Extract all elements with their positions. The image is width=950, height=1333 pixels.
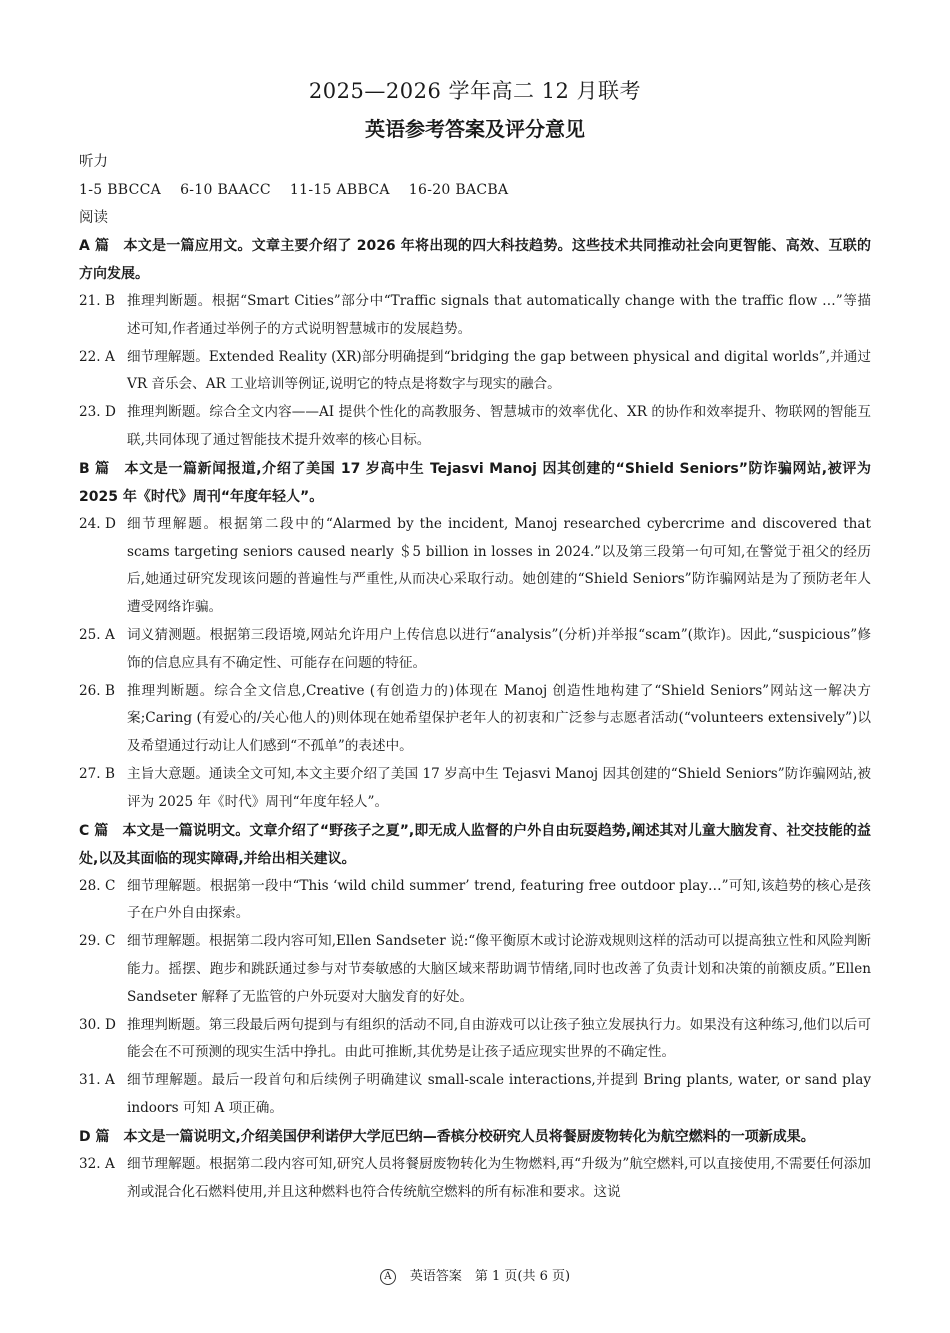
question-number: 23. D <box>79 404 116 421</box>
question-number: 21. B <box>79 293 115 309</box>
question-explanation: 主旨大意题。通读全文可知,本文主要介绍了美国 17 岁高中生 Tejasvi Manoj 因其创建的“Shield Seniors”防诈骗网站,被评为 2025 年《时代》周刊“年度年轻人”。 <box>127 765 871 810</box>
question-explanation: 细节理解题。根据第二段中的“Alarmed by the incident, Manoj researched cybercrime and discovered that scams targeting seniors caused nearly ＄5 billion in losses in 2024.”以及第三段第一句可知,在警觉于祖父的经历后,她通过研究发现该问题的普遍性与严重性,从而决心采取行动。她创建的“Shield Seniors”防诈骗网站是为了预防老年人遭受网络诈骗。 <box>127 515 871 616</box>
question-number: 31. A <box>79 1072 115 1089</box>
question-31 <box>79 1067 871 1123</box>
question-explanation: 细节理解题。最后一段首句和后续例子明确建议 small-scale interactions,并提到 Bring plants, water, or sand play indoors 可知 A 项正确。 <box>127 1072 871 1116</box>
question-explanation: 细节理解题。Extended Reality (XR)部分明确提到“bridging the gap between physical and digital worlds”,并通过 VR 音乐会、AR 工业培训等例证,说明它的特点是将数字与现实的融合。 <box>127 348 871 393</box>
question-explanation: 推理判断题。综合全文信息,Creative (有创造力的)体现在 Manoj 创造性地构建了“Shield Seniors”网站这一解决方案;Caring (有爱心的/关心他人的)则体现在她希望保护老年人的初衷和广泛参与志愿者活动(“volunteers extensively”)以及希望通过行动让人们感到“不孤单”的表述中。 <box>127 682 871 755</box>
question-explanation: 细节理解题。根据第二段内容可知,Ellen Sandseter 说:“像平衡原木或讨论游戏规则这样的活动可以提高独立性和风险判断能力。摇摆、跑步和跳跃通过参与对节奏敏感的大脑区域来帮助调节情绪,同时也改善了负责计划和决策的前额皮质。”Ellen Sandseter 解释了无监管的户外玩耍对大脑发育的好处。 <box>127 933 871 1005</box>
question-number: 26. B <box>79 682 115 699</box>
listening-answers: 1-5 BBCCA 6-10 BAACC 11-15 ABBCA 16-20 BACBA <box>79 182 509 198</box>
question-number: 27. B <box>79 765 115 782</box>
question-26 <box>79 678 871 761</box>
question-30 <box>79 1012 871 1068</box>
question-27 <box>79 761 871 817</box>
question-explanation: 推理判断题。第三段最后两句提到与有组织的活动不同,自由游戏可以让孩子独立发展执行力。如果没有这种练习,他们以后可能会在不可预测的现实生活中挣扎。由此可推断,其优势是让孩子适应现实世界的不确定性。 <box>127 1016 871 1061</box>
question-number: 29. C <box>79 933 116 950</box>
question-number: 28. C <box>79 877 116 894</box>
question-explanation: 推理判断题。根据“Smart Cities”部分中“Traffic signals that automatically change with the traffic flow …”等描述可知,作者通过举例子的方式说明智慧城市的发展趋势。 <box>127 293 871 337</box>
question-number: 24. D <box>79 515 116 532</box>
question-explanation: 细节理解题。根据第一段中“This ‘wild child summer’ trend, featuring free outdoor play…”可知,该趋势的核心是孩子在户外自由探索。 <box>127 877 871 922</box>
listening-heading: 听力 <box>79 154 108 170</box>
question-number: 25. A <box>79 626 115 643</box>
exam-subtitle: 英语参考答案及评分意见 <box>365 117 585 141</box>
question-number: 22. A <box>79 348 115 365</box>
question-25 <box>79 622 871 678</box>
question-21 <box>79 288 871 344</box>
reading-heading: 阅读 <box>79 210 108 226</box>
question-29 <box>79 928 871 1011</box>
question-22 <box>79 344 871 400</box>
content <box>79 148 871 1206</box>
question-number: 32. A <box>79 1155 115 1172</box>
question-explanation: 词义猜测题。根据第三段语境,网站允许用户上传信息以进行“analysis”(分析)并举报“scam”(欺诈)。因此,“suspicious”修饰的信息应具有不确定性、可能存在问题的特征。 <box>127 626 871 671</box>
page-footer <box>0 1268 950 1286</box>
question-explanation: 细节理解题。根据第二段内容可知,研究人员将餐厨废物转化为生物燃料,再“升级为”航空燃料,可以直接使用,不需要任何添加剂或混合化石燃料使用,并且这种燃料也符合传统航空燃料的所有标准和要求。这说 <box>127 1155 871 1200</box>
question-24 <box>79 511 871 622</box>
paper-version-mark: A <box>380 1269 396 1285</box>
passage-c-intro: C 篇 本文是一篇说明文。文章介绍了“野孩子之夏”,即无成人监督的户外自由玩耍趋势,阐述其对儿童大脑发育、社交技能的益处,以及其面临的现实障碍,并给出相关建议。 <box>79 822 871 867</box>
question-28 <box>79 873 871 929</box>
exam-title: 2025—2026 学年高二 12 月联考 <box>308 79 642 103</box>
question-32 <box>79 1151 871 1207</box>
passage-d-intro: D 篇 本文是一篇说明文,介绍美国伊利诺伊大学厄巴纳—香槟分校研究人员将餐厨废物转化为航空燃料的一项新成果。 <box>79 1128 815 1145</box>
question-number: 30. D <box>79 1016 116 1033</box>
passage-a-intro: A 篇 本文是一篇应用文。文章主要介绍了 2026 年将出现的四大科技趋势。这些技术共同推动社会向更智能、高效、互联的方向发展。 <box>79 238 871 282</box>
page-number-text: 英语答案 第 1 页(共 6 页) <box>409 1269 571 1284</box>
question-23 <box>79 399 871 455</box>
question-explanation: 推理判断题。综合全文内容——AI 提供个性化的高教服务、智慧城市的效率优化、XR 的协作和效率提升、物联网的智能互联,共同体现了通过智能技术提升效率的核心目标。 <box>127 404 871 448</box>
passage-b-intro: B 篇 本文是一篇新闻报道,介绍了美国 17 岁高中生 Tejasvi Manoj 因其创建的“Shield Seniors”防诈骗网站,被评为 2025 年《时代》周刊“年度年轻人”。 <box>79 460 871 505</box>
